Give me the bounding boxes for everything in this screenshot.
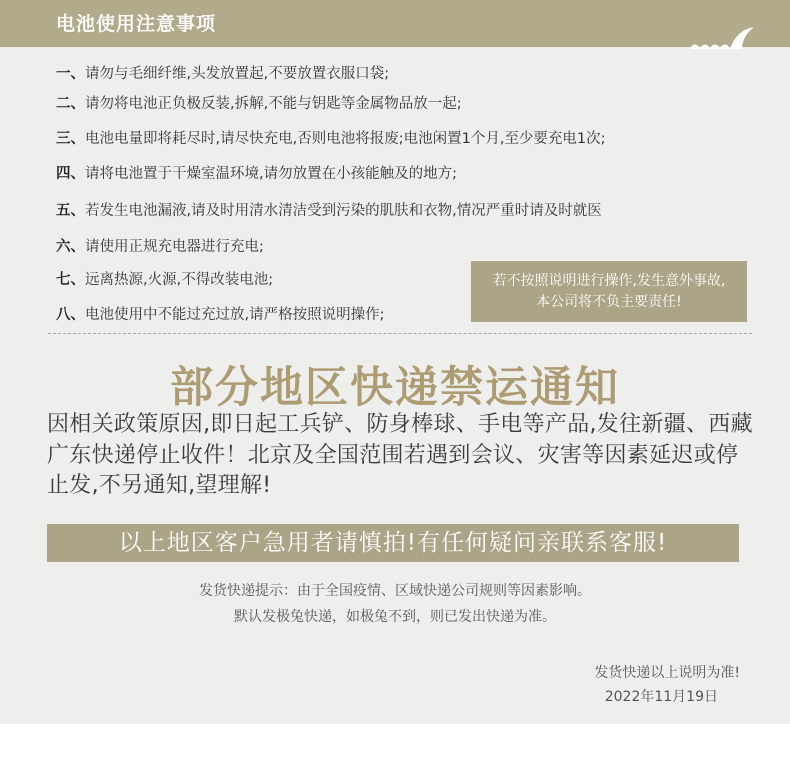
shipping-tip-line-1: 发货快递提示：由于全国疫情、区域快递公司规则等因素影响。 [199,583,591,599]
footer-note: 发货快递以上说明为准! [594,665,740,681]
rule-item-3 [56,127,606,148]
wave-decoration-icon [690,27,754,49]
rule-text: 请勿与毛细纤维,头发放置起,不要放置衣服口袋; [85,66,390,82]
rule-item-8 [56,303,385,324]
shipping-ban-body: 因相关政策原因,即日起工兵铲、防身棒球、手电等产品,发往新疆、西藏广东快递停止收件！北京及全国范围若遇到会议、灾害等因素延迟或停止发,不另通知,望理解! [47,412,753,498]
liability-notice-text: 若不按照说明进行操作,发生意外事故,本公司将不负主要责任! [492,272,726,310]
rule-number: 六、 [56,239,85,255]
rule-number: 一、 [56,66,85,82]
dashed-divider [48,333,752,334]
liability-notice-box [471,261,747,322]
rule-text: 若发生电池漏液,请及时用清水清洁受到污染的肌肤和衣物,情况严重时请及时就医 [85,203,602,219]
rule-number: 七、 [56,272,85,288]
rule-text: 远离热源,火源,不得改装电池; [85,272,274,288]
rule-number: 八、 [56,307,85,323]
header-bar [0,0,790,47]
rule-number: 四、 [56,166,85,182]
rule-item-2 [56,92,462,113]
rule-item-7 [56,268,273,289]
rule-text: 请勿将电池正负极反装,拆解,不能与钥匙等金属物品放一起; [85,96,462,112]
footer-date: 2022年11月19日 [604,689,718,705]
rule-text: 电池电量即将耗尽时,请尽快充电,否则电池将报废;电池闲置1个月,至少要充电1次; [85,131,606,147]
rule-number: 三、 [56,131,85,147]
rule-number: 五、 [56,203,85,219]
rule-item-5 [56,199,602,220]
rule-text: 请将电池置于干燥室温环境,请勿放置在小孩能触及的地方; [85,166,457,182]
rule-number: 二、 [56,96,85,112]
rule-text: 请使用正规充电器进行充电; [85,239,264,255]
rule-text: 电池使用中不能过充过放,请严格按照说明操作; [85,307,385,323]
customer-service-banner: 以上地区客户急用者请慎拍!有任何疑问亲联系客服! [47,524,739,562]
rule-item-6 [56,235,264,256]
rule-item-4 [56,162,457,183]
header-title: 电池使用注意事项 [56,13,217,35]
shipping-ban-title: 部分地区快递禁运通知 [170,363,620,413]
rule-item-1 [56,62,389,83]
shipping-tip-line-2: 默认发极兔快递，如极兔不到，则已发出快递为准。 [234,609,556,625]
